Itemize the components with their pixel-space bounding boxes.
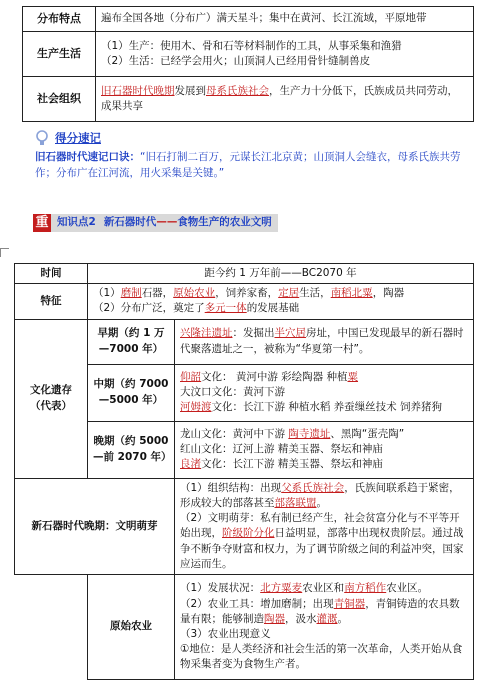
- text: ，饲养家畜，: [215, 287, 279, 300]
- text-line: [180, 457, 468, 472]
- row-content: [88, 284, 474, 319]
- row-content: [175, 319, 474, 364]
- title-part: 食物生产的农业文明: [177, 216, 272, 229]
- mnemonic: [35, 149, 475, 182]
- text: 。: [316, 496, 327, 509]
- text: （1）发展状况：: [180, 582, 261, 595]
- highlight: 陶寺遗址: [288, 427, 331, 440]
- period-label: 晚期（约 5000—前 2070 年）: [88, 421, 175, 478]
- score-notes: [35, 130, 475, 181]
- important-badge: 重: [33, 214, 51, 232]
- text-line: [180, 581, 468, 596]
- text: ，陶器: [372, 287, 405, 300]
- text-line: [180, 481, 468, 511]
- highlight: 父系氏族社会: [281, 481, 345, 494]
- highlight: 南稻北粟: [330, 287, 373, 300]
- mnemonic-lead: 旧石器时代速记口诀：: [35, 150, 140, 163]
- corner-mark: [0, 248, 9, 257]
- mnemonic-text: “旧石打制二百万，元谋长江北京黄；山顶洞人会缝衣，母系氏族共劳作；分布广在江河流，用火采集是关键。”: [35, 150, 461, 179]
- text: （1）组织结构：出现: [180, 481, 282, 494]
- text-line: [180, 597, 468, 627]
- highlight: 定居: [278, 287, 300, 300]
- highlight: 良渚: [180, 458, 201, 471]
- highlight: 半穴居: [274, 327, 306, 340]
- text-line: [180, 511, 468, 572]
- text: 生活，: [299, 287, 331, 300]
- text-line: 大汶口文化：黄河下游: [180, 386, 285, 399]
- notes-title: 得分速记: [55, 131, 101, 145]
- title-part: 新石器时代: [103, 216, 157, 229]
- table-row: [23, 32, 474, 77]
- text: 石器，: [141, 287, 174, 300]
- row-label: 文化遗存（代表）: [15, 319, 88, 478]
- text: 房址，中国已发现最早的新石器时代聚落遗址之一，被称为“华夏第一村”。: [180, 327, 464, 355]
- text: ，青铜铸造的农具数量有限；能够制造: [180, 597, 460, 625]
- highlight: 部落联盟: [274, 496, 317, 509]
- text-line: [93, 301, 468, 316]
- paleolithic-table: [22, 6, 474, 122]
- highlight: 兴隆洼遗址: [180, 327, 233, 340]
- text: 的发展基础: [246, 302, 300, 315]
- highlight: 粟: [347, 370, 359, 383]
- row-label: 原始农业: [88, 574, 175, 679]
- highlight: 旧石器时代晚期: [101, 84, 175, 97]
- table-row: [15, 319, 474, 364]
- highlight: 河姆渡: [180, 401, 212, 414]
- highlight: 青铜器: [333, 597, 366, 610]
- row-label: 分布特点: [23, 7, 96, 32]
- period-label: 中期（约 7000—5000 年）: [88, 364, 175, 421]
- text-line: （3）农业出现意义: [180, 627, 271, 640]
- text: 农业区和: [302, 582, 345, 595]
- text: 文化：长江下游 种植水稻 养蚕缫丝技术 饲养猪狗: [211, 401, 443, 414]
- highlight: 仰韶: [180, 370, 201, 383]
- highlight: 母系氏族社会: [206, 84, 269, 97]
- knowledge-point-title: [104, 215, 272, 230]
- text: （1）: [93, 287, 121, 300]
- text-line: ①地位：是人类经济和社会生活的第一次革命，人类开始从食物采集者变为食物生产者。: [180, 643, 463, 671]
- highlight: 南方稻作: [344, 582, 387, 595]
- highlight: 多元一体: [204, 302, 247, 315]
- neolithic-table: [14, 263, 474, 680]
- knowledge-point-bar: [51, 214, 278, 232]
- highlight: 磨制: [120, 287, 142, 300]
- row-content: [96, 32, 474, 77]
- row-content: [96, 77, 474, 122]
- row-content: 距今约 1 万年前——BC2070 年: [88, 264, 474, 284]
- text: ，汲水: [285, 612, 317, 625]
- table-row: [23, 7, 474, 32]
- text: 发展到: [174, 84, 206, 97]
- row-content: 遍布全国各地（分布广）满天星斗；集中在黄河、长江流域，平原地带: [96, 7, 474, 32]
- text: 。: [337, 612, 348, 625]
- table-row: [15, 264, 474, 284]
- text: 文化： 黄河中游 彩绘陶器 种植: [201, 370, 348, 383]
- highlight: 原始农业: [173, 287, 216, 300]
- text: 、黑陶“蛋壳陶”: [330, 427, 405, 440]
- table-row: [15, 574, 474, 679]
- row-content: [175, 364, 474, 421]
- title-part: ——: [156, 216, 178, 229]
- row-label: 生产生活: [23, 32, 96, 77]
- notes-heading: [35, 130, 475, 147]
- spacer-cell: [15, 574, 88, 679]
- text-line: [180, 370, 468, 385]
- period-label: 早期（约 1 万—7000 年）: [88, 319, 175, 364]
- text: 农业区。: [386, 582, 429, 595]
- table-row: [15, 478, 474, 574]
- knowledge-point-label: 知识点2: [57, 216, 96, 229]
- text-line: [93, 286, 468, 301]
- lightbulb-icon: [35, 130, 49, 146]
- row-label: 社会组织: [23, 77, 96, 122]
- row-content: [175, 478, 474, 574]
- text: （2）分布广泛，奠定了: [93, 302, 205, 315]
- text-line: [180, 400, 468, 415]
- text: 日益明显，部落中出现权贵阶层。通过战争不断争夺财富和权力，为了调节阶级之间的利益冲突，国家应运而生。: [180, 527, 464, 570]
- text: （2）农业工具：增加磨制；出现: [180, 597, 334, 610]
- text: （2）文明萌芽：私有制已经产生，社会贫富分化与不平等开始出现，: [180, 512, 460, 540]
- text-line: （2）生活：已经学会用火；山顶洞人已经用骨针缝制兽皮: [101, 55, 371, 67]
- row-label: 特征: [15, 284, 88, 319]
- table-row: [15, 284, 474, 319]
- highlight: 阶级阶分化: [222, 527, 275, 540]
- text: 文化：长江下游 精美玉器、祭坛和神庙: [201, 458, 383, 471]
- knowledge-point-banner: [33, 214, 278, 232]
- text-line: （1）生产：使用木、骨和石等材料制作的工具，从事采集和渔猎: [101, 39, 402, 52]
- row-label: 新石器时代晚期：文明萌芽: [15, 478, 175, 574]
- highlight: 陶器: [264, 612, 285, 625]
- text: ，生产力十分低下，氏族成员共同劳动，成果共享: [101, 84, 458, 112]
- text: ，氏族间联系趋于紧密，形成较大的部落甚至: [180, 481, 460, 509]
- row-content: [175, 574, 474, 679]
- table-row: [23, 77, 474, 122]
- text-line: [180, 427, 468, 442]
- text-line: 红山文化：辽河上游 精美玉器、祭坛和神庙: [180, 443, 383, 456]
- highlight: 灌溉: [316, 612, 338, 625]
- text: 龙山文化：黄河中下游: [180, 427, 289, 440]
- row-content: [175, 421, 474, 478]
- row-label: 时间: [15, 264, 88, 284]
- highlight: 北方粟麦: [260, 582, 303, 595]
- text: ：发掘出: [232, 327, 275, 340]
